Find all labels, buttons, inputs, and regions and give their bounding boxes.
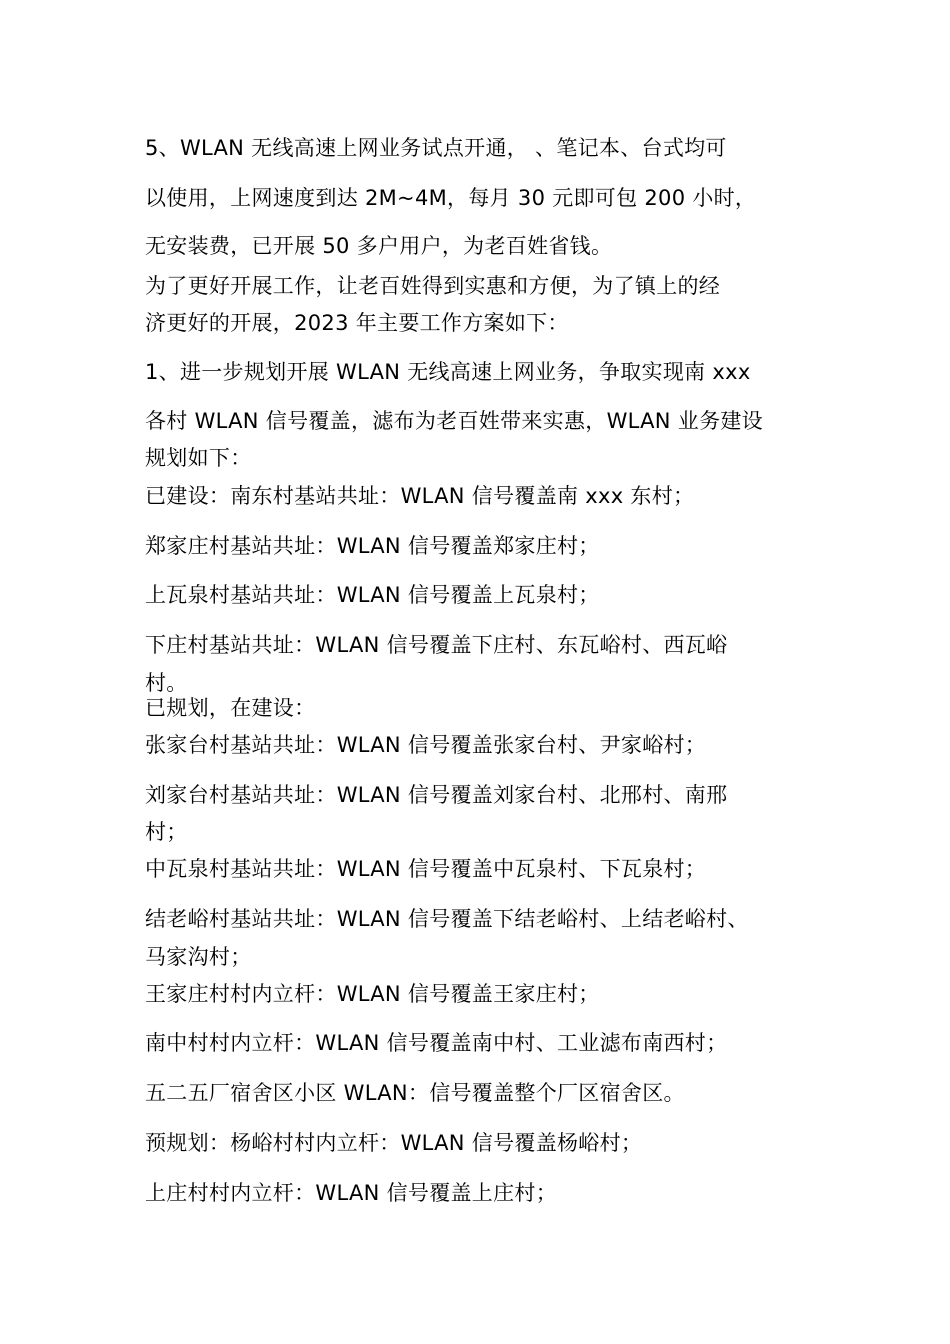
text-line: 为了更好开展工作，让老百姓得到实惠和方便，为了镇上的经 [145, 274, 721, 298]
text-line: 村。 [145, 671, 188, 695]
text-line: 上庄村村内立杆：WLAN 信号覆盖上庄村； [145, 1181, 557, 1205]
text-line: 下庄村基站共址：WLAN 信号覆盖下庄村、东瓦峪村、西瓦峪 [145, 633, 728, 657]
text-line: 马家沟村； [145, 945, 252, 969]
text-line: 张家台村基站共址：WLAN 信号覆盖张家台村、尹家峪村； [145, 733, 707, 757]
text-line: 上瓦泉村基站共址：WLAN 信号覆盖上瓦泉村； [145, 583, 600, 607]
text-line: 南中村村内立杆：WLAN 信号覆盖南中村、工业滤布南西村； [145, 1031, 728, 1055]
text-line: 郑家庄村基站共址：WLAN 信号覆盖郑家庄村； [145, 534, 600, 558]
text-line: 结老峪村基站共址：WLAN 信号覆盖下结老峪村、上结老峪村、 [145, 907, 749, 931]
text-line: 济更好的开展，2023 年主要工作方案如下： [145, 311, 569, 335]
text-line: 5、WLAN 无线高速上网业务试点开通， 、笔记本、台式均可 [145, 136, 727, 160]
text-line: 1、进一步规划开展 WLAN 无线高速上网业务，争取实现南 xxx [145, 360, 751, 384]
text-line: 规划如下： [145, 446, 252, 470]
text-line: 村； [145, 820, 188, 844]
text-line: 以使用，上网速度到达 2M~4M，每月 30 元即可包 200 小时， [145, 186, 757, 210]
text-line: 预规划：杨峪村村内立杆：WLAN 信号覆盖杨峪村； [145, 1131, 643, 1155]
text-line: 中瓦泉村基站共址：WLAN 信号覆盖中瓦泉村、下瓦泉村； [145, 857, 707, 881]
text-line: 无安装费，已开展 50 多户用户，为老百姓省钱。 [145, 234, 613, 258]
text-line: 刘家台村基站共址：WLAN 信号覆盖刘家台村、北邢村、南邢 [145, 783, 728, 807]
text-line: 已规划，在建设： [145, 696, 316, 720]
text-line: 王家庄村村内立杆：WLAN 信号覆盖王家庄村； [145, 982, 600, 1006]
text-line: 已建设：南东村基站共址：WLAN 信号覆盖南 xxx 东村； [145, 484, 695, 508]
text-line: 五二五厂宿舍区小区 WLAN：信号覆盖整个厂区宿舍区。 [145, 1081, 685, 1105]
text-line: 各村 WLAN 信号覆盖，滤布为老百姓带来实惠，WLAN 业务建设 [145, 409, 763, 433]
